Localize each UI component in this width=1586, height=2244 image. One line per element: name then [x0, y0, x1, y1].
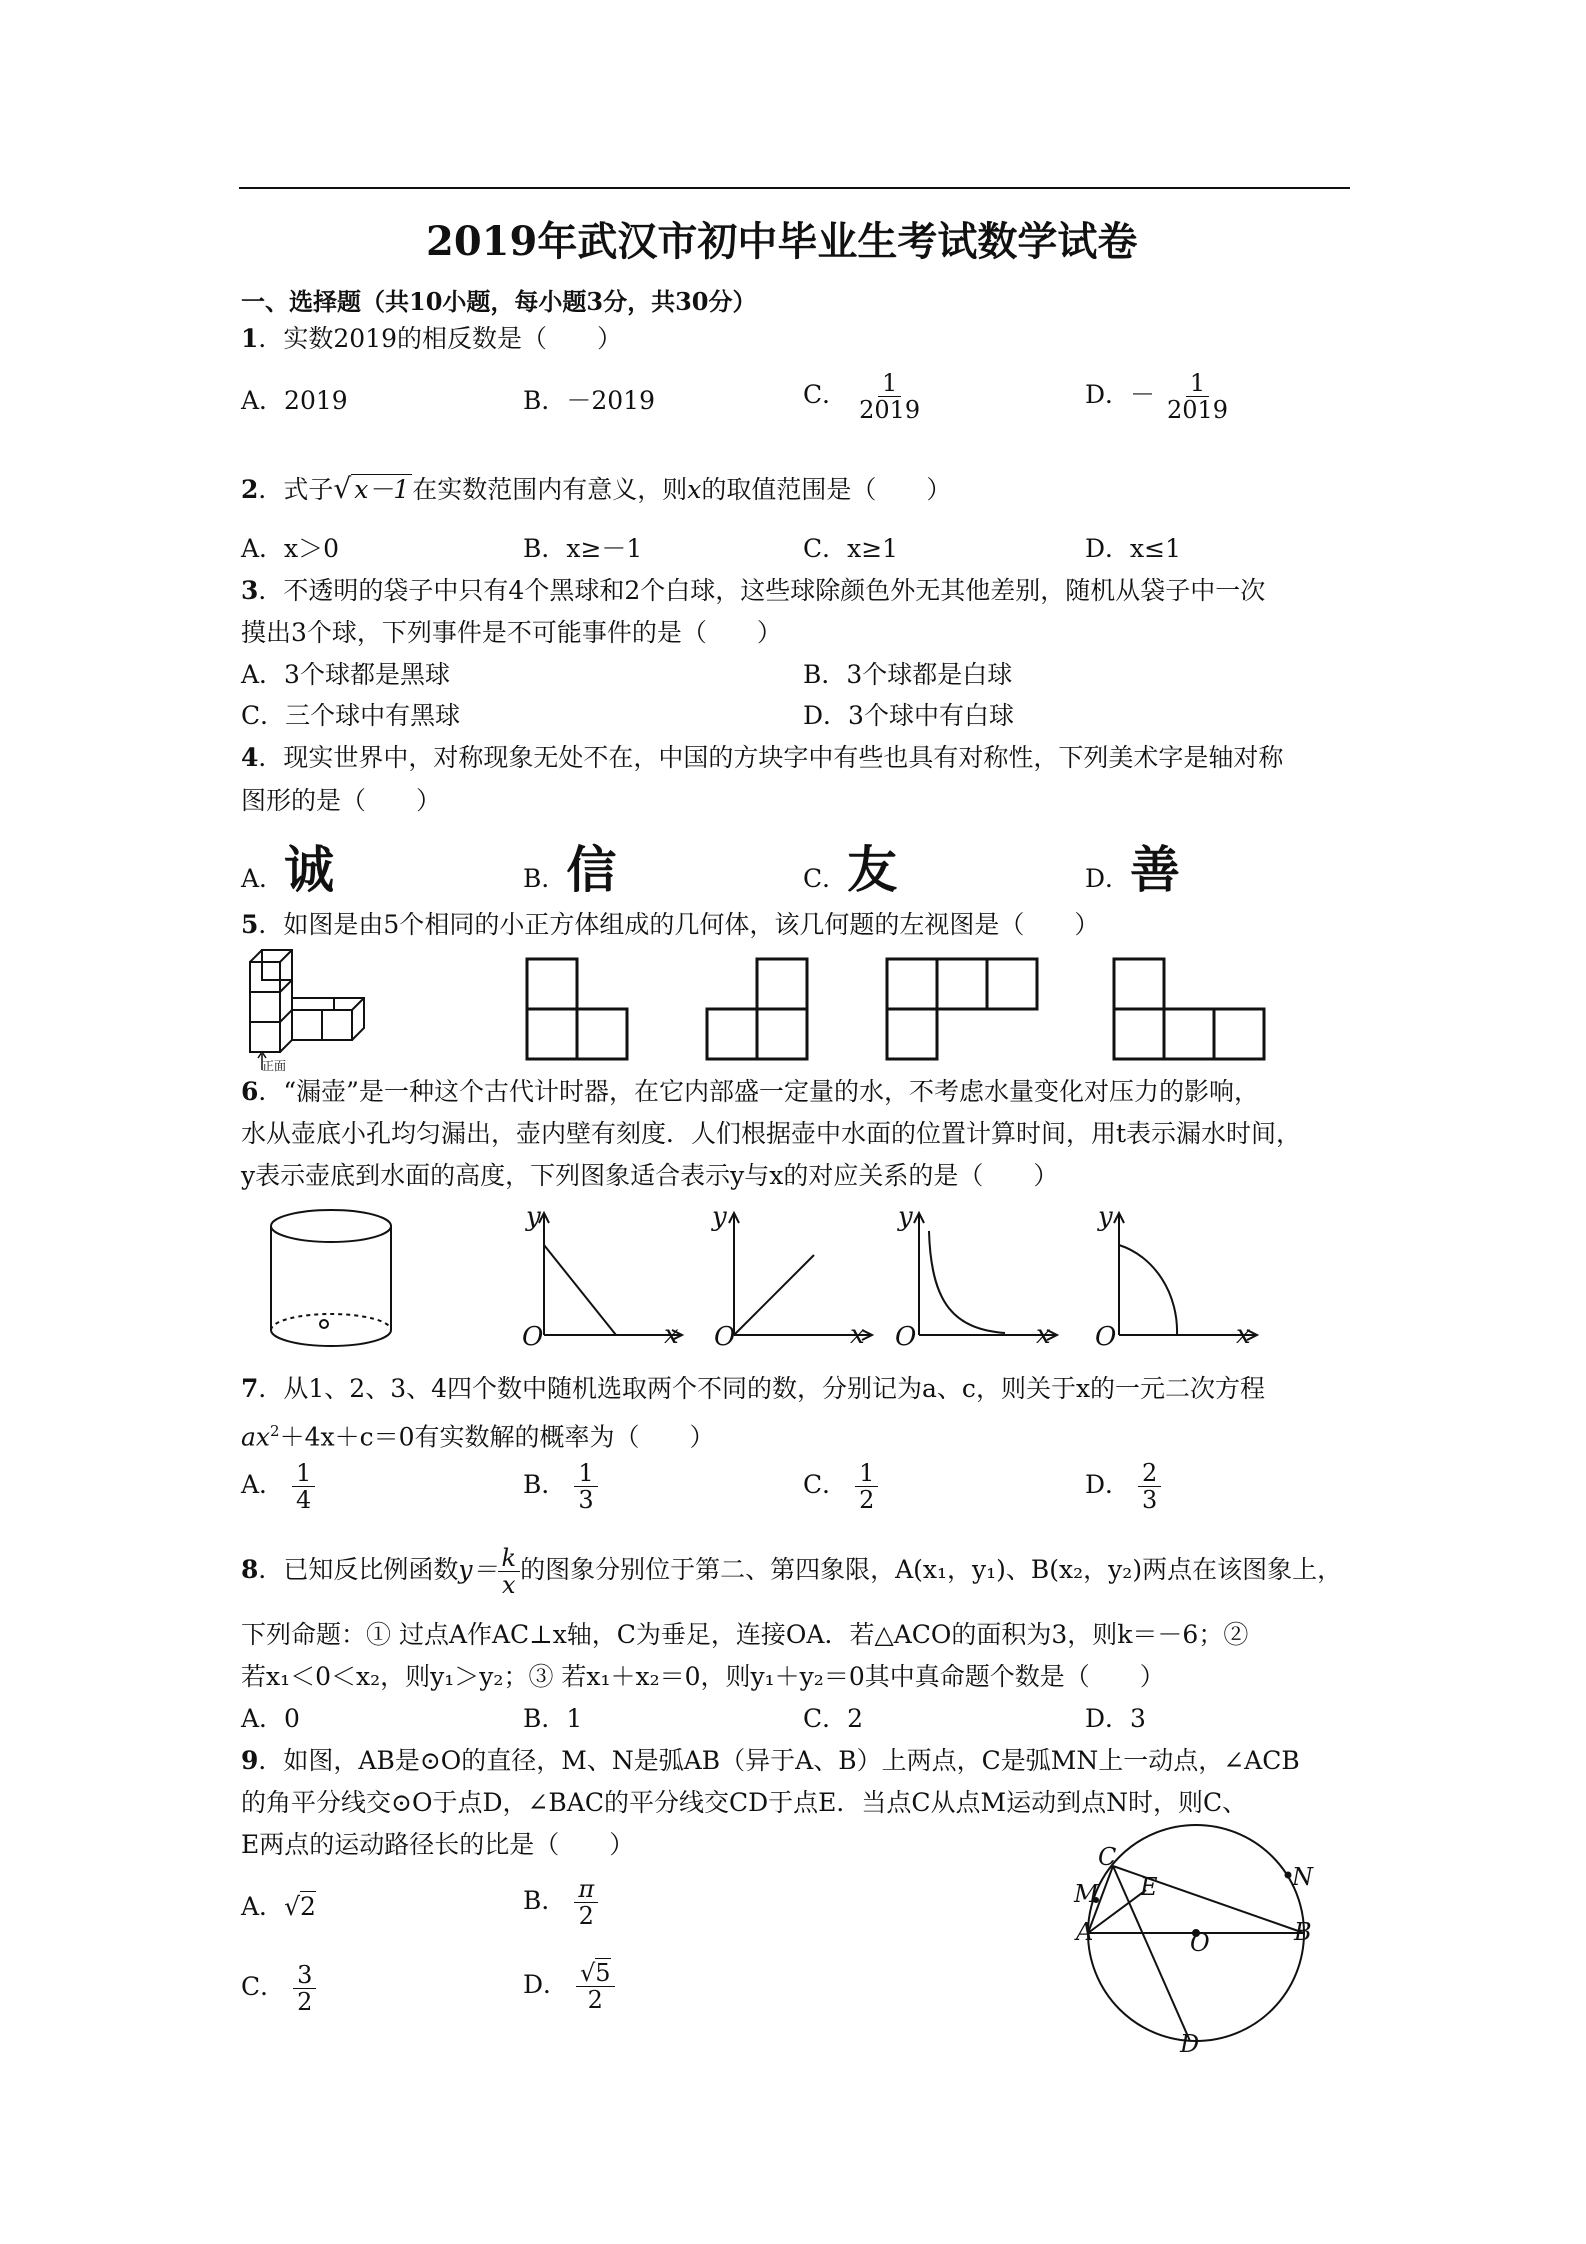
- q1-option-d: [1085, 370, 1232, 423]
- numerator: π: [574, 1876, 598, 1903]
- question-text: ．式子: [258, 475, 334, 504]
- question-9-line2: 的角平分线交⊙O于点D，∠BAC的平分线交CD于点E．当点C从点M运动到点N时，则C、: [241, 1788, 1248, 1817]
- question-text: 的取值范围是（ ）: [701, 475, 952, 504]
- question-number: 5: [241, 910, 259, 939]
- numerator: k: [498, 1545, 521, 1572]
- graph-b-y-label: y: [712, 1202, 727, 1232]
- numerator: 2: [1138, 1460, 1161, 1487]
- equation-part: ax: [241, 1422, 271, 1452]
- graph-d-y-label: y: [1098, 1202, 1113, 1232]
- option-character: 善: [1130, 841, 1181, 899]
- q7-option-d: [1085, 1460, 1161, 1513]
- page-title: 2019年武汉市初中毕业生考试数学试卷: [426, 218, 1138, 265]
- q3-option-a: A．3个球都是黑球: [241, 660, 450, 689]
- exponent: 2: [270, 1422, 280, 1440]
- point-label-a: A: [1076, 1918, 1094, 1946]
- fraction: [855, 1460, 878, 1513]
- sqrt-sign: √: [580, 1959, 596, 1987]
- question-number: 2: [241, 475, 259, 504]
- fraction: [292, 1460, 315, 1513]
- graph-c-origin: O: [895, 1322, 917, 1352]
- q7-option-b: [523, 1460, 598, 1513]
- radicand: x－1: [351, 474, 412, 504]
- numerator: 1: [574, 1460, 597, 1487]
- fraction: [574, 1876, 598, 1929]
- denominator: x: [502, 1571, 516, 1599]
- question-text: ．如图是由5个相同的小正方体组成的几何体，该几何题的左视图是（ ）: [258, 910, 1100, 939]
- cube-figure: [250, 950, 390, 1070]
- cylinder-figure: [268, 1208, 398, 1348]
- function-lhs: y＝: [458, 1555, 498, 1584]
- option-b-view: [705, 957, 815, 1067]
- question-number: 8: [241, 1555, 259, 1584]
- graph-b-x-label: x: [850, 1320, 865, 1350]
- fraction: [293, 1962, 316, 2015]
- question-8-line3: 若x₁＜0＜x₂，则y₁＞y₂；③ 若x₁＋x₂＝0，则y₁＋y₂＝0其中真命题个数是（ ）: [241, 1662, 1165, 1691]
- question-9-line3: E两点的运动路径长的比是（ ）: [241, 1830, 635, 1859]
- q3-option-c: C．三个球中有黑球: [241, 701, 461, 730]
- graph-d-x-label: x: [1236, 1320, 1251, 1350]
- point-label-c: C: [1098, 1843, 1117, 1871]
- fraction: [855, 370, 924, 423]
- q4-option-b: [523, 830, 616, 902]
- question-8: [241, 1545, 1342, 1598]
- sqrt-sign: √: [333, 472, 352, 505]
- option-character: 诚: [284, 841, 335, 899]
- question-text: ．现实世界中，对称现象无处不在，中国的方块字中有些也具有对称性，下列美术字是轴对称: [258, 743, 1284, 772]
- option-label: C．: [241, 1972, 286, 2001]
- q7-option-a: [241, 1460, 315, 1513]
- option-label: A．: [241, 1470, 285, 1499]
- front-label: 正面: [262, 1059, 287, 1073]
- point-label-m: M: [1074, 1880, 1099, 1908]
- fraction: [576, 1960, 615, 2013]
- point-label-o: O: [1190, 1929, 1210, 1957]
- option-label: A．: [241, 864, 285, 893]
- denominator: 2: [297, 1988, 313, 2016]
- option-label: D．: [523, 1970, 569, 1999]
- denominator: 2019: [1167, 396, 1229, 424]
- question-number: 1: [241, 324, 259, 353]
- question-6: [241, 1077, 1259, 1107]
- numerator: 1: [292, 1460, 315, 1487]
- question-text: ．实数2019的相反数是（ ）: [258, 324, 623, 353]
- question-5: [241, 910, 1099, 940]
- question-7: [241, 1374, 1265, 1404]
- option-label: C．: [803, 864, 848, 893]
- question-text: ．不透明的袋子中只有4个黑球和2个白球，这些球除颜色外无其他差别，随机从袋子中一次: [258, 576, 1266, 605]
- graph-c-y-label: y: [898, 1202, 913, 1232]
- question-text: 在实数范围内有意义，则: [412, 475, 688, 504]
- q8-option-c: C．2: [803, 1704, 864, 1733]
- question-number: 7: [241, 1374, 259, 1403]
- sqrt-sign: √: [284, 1892, 300, 1921]
- graph-a-y-label: y: [526, 1202, 541, 1232]
- numerator: 1: [1186, 370, 1209, 397]
- question-text: ．如图，AB是⊙O的直径，M、N是弧AB（异于A、B）上两点，C是弧MN上一动点，∠ACB: [258, 1746, 1300, 1775]
- q4-option-c: [803, 830, 897, 902]
- q2-option-c: C．x≥1: [803, 534, 899, 563]
- fraction: [574, 1460, 597, 1513]
- q8-option-b: B．1: [523, 1704, 583, 1733]
- option-label: C．: [803, 1470, 848, 1499]
- option-label: C．: [803, 380, 848, 409]
- question-4-line2: 图形的是（ ）: [241, 786, 442, 815]
- option-label: B．: [523, 864, 567, 893]
- graph-a-origin: O: [522, 1322, 544, 1352]
- option-c-view: [885, 957, 1045, 1067]
- point-label-d: D: [1180, 2030, 1200, 2058]
- variable: x: [687, 475, 702, 504]
- q9-option-a: [241, 1892, 316, 1922]
- fraction: [1163, 370, 1232, 423]
- option-a-view: [525, 957, 635, 1067]
- q8-option-a: A．0: [241, 1704, 300, 1733]
- q3-option-d: D．3个球中有白球: [803, 701, 1014, 730]
- q8-option-d: D．3: [1085, 1704, 1146, 1733]
- option-label: A．: [241, 1892, 285, 1921]
- q1-option-b: B．－2019: [523, 386, 655, 415]
- denominator: 4: [296, 1486, 312, 1514]
- fraction: [1138, 1460, 1161, 1513]
- section-heading: 一、选择题（共10小题，每小题3分，共30分）: [241, 287, 757, 316]
- question-2: [241, 474, 951, 505]
- question-9: [241, 1746, 1300, 1776]
- denominator: 2019: [859, 396, 921, 424]
- option-character: 友: [847, 841, 898, 899]
- radicand: 5: [595, 1959, 611, 1987]
- question-number: 3: [241, 576, 259, 605]
- denominator: 3: [578, 1486, 594, 1514]
- graph-a-x-label: x: [664, 1320, 679, 1350]
- question-6-line2: 水从壶底小孔均匀漏出，壶内壁有刻度．人们根据壶中水面的位置计算时间，用t表示漏水时间，: [241, 1119, 1302, 1148]
- q2-option-d: D．x≤1: [1085, 534, 1181, 563]
- numerator: 1: [878, 370, 901, 397]
- question-8-line2: 下列命题：① 过点A作AC⊥x轴，C为垂足，连接OA．若△ACO的面积为3，则k＝－6；②: [241, 1620, 1249, 1649]
- option-label: B．: [523, 1470, 567, 1499]
- header-rule: [239, 187, 1350, 189]
- question-text: 的图象分别位于第二、第四象限，A(x₁，y₁)、B(x₂，y₂)两点在该图象上，: [520, 1555, 1343, 1584]
- point-label-b: B: [1294, 1918, 1312, 1946]
- q9-option-b: [523, 1876, 598, 1929]
- question-text: ．从1、2、3、4四个数中随机选取两个不同的数，分别记为a、c，则关于x的一元二次方程: [258, 1374, 1266, 1403]
- numerator: 1: [855, 1460, 878, 1487]
- q2-option-b: B．x≥－1: [523, 534, 643, 563]
- radicand: 2: [300, 1892, 316, 1921]
- point-label-n: N: [1292, 1863, 1313, 1891]
- option-label: D．－: [1085, 380, 1156, 409]
- option-character: 信: [566, 841, 617, 899]
- question-number: 4: [241, 743, 259, 772]
- q4-option-a: [241, 830, 334, 902]
- q3-option-b: B．3个球都是白球: [803, 660, 1013, 689]
- denominator: 2: [859, 1486, 875, 1514]
- question-text: ．“漏壶”是一种这个古代计时器，在它内部盛一定量的水，不考虑水量变化对压力的影响，: [258, 1077, 1259, 1106]
- q2-option-a: A．x＞0: [241, 534, 340, 563]
- q1-option-c: [803, 370, 924, 423]
- graph-d-origin: O: [1095, 1322, 1117, 1352]
- option-label: B．: [523, 1886, 567, 1915]
- q1-option-a: A．2019: [241, 386, 348, 415]
- point-label-e: E: [1140, 1873, 1158, 1901]
- question-4: [241, 743, 1283, 773]
- q4-option-d: [1085, 830, 1180, 902]
- option-label: D．: [1085, 1470, 1131, 1499]
- graph-c-x-label: x: [1036, 1320, 1051, 1350]
- denominator: 2: [578, 1902, 594, 1930]
- option-d-view: [1112, 957, 1272, 1067]
- option-label: D．: [1085, 864, 1131, 893]
- question-3-line2: 摸出3个球，下列事件是不可能事件的是（ ）: [241, 618, 782, 647]
- denominator: 2: [587, 1986, 603, 2014]
- graph-b-origin: O: [714, 1322, 736, 1352]
- question-number: 9: [241, 1746, 259, 1775]
- numerator: 3: [293, 1962, 316, 1989]
- fraction: [498, 1545, 521, 1598]
- q9-option-d: [523, 1960, 615, 2013]
- question-6-line3: y表示壶底到水面的高度，下列图象适合表示y与x的对应关系的是（ ）: [241, 1161, 1059, 1190]
- question-3: [241, 576, 1265, 606]
- question-7-line2: [241, 1416, 714, 1452]
- q9-option-c: [241, 1962, 316, 2015]
- question-number: 6: [241, 1077, 259, 1106]
- equation-part: ＋4x＋c＝0有实数解的概率为（ ）: [279, 1422, 715, 1452]
- question-text: ．已知反比例函数: [258, 1555, 459, 1584]
- denominator: 3: [1142, 1486, 1158, 1514]
- question-1: [241, 324, 622, 354]
- numerator: [576, 1960, 615, 1987]
- q7-option-c: [803, 1460, 878, 1513]
